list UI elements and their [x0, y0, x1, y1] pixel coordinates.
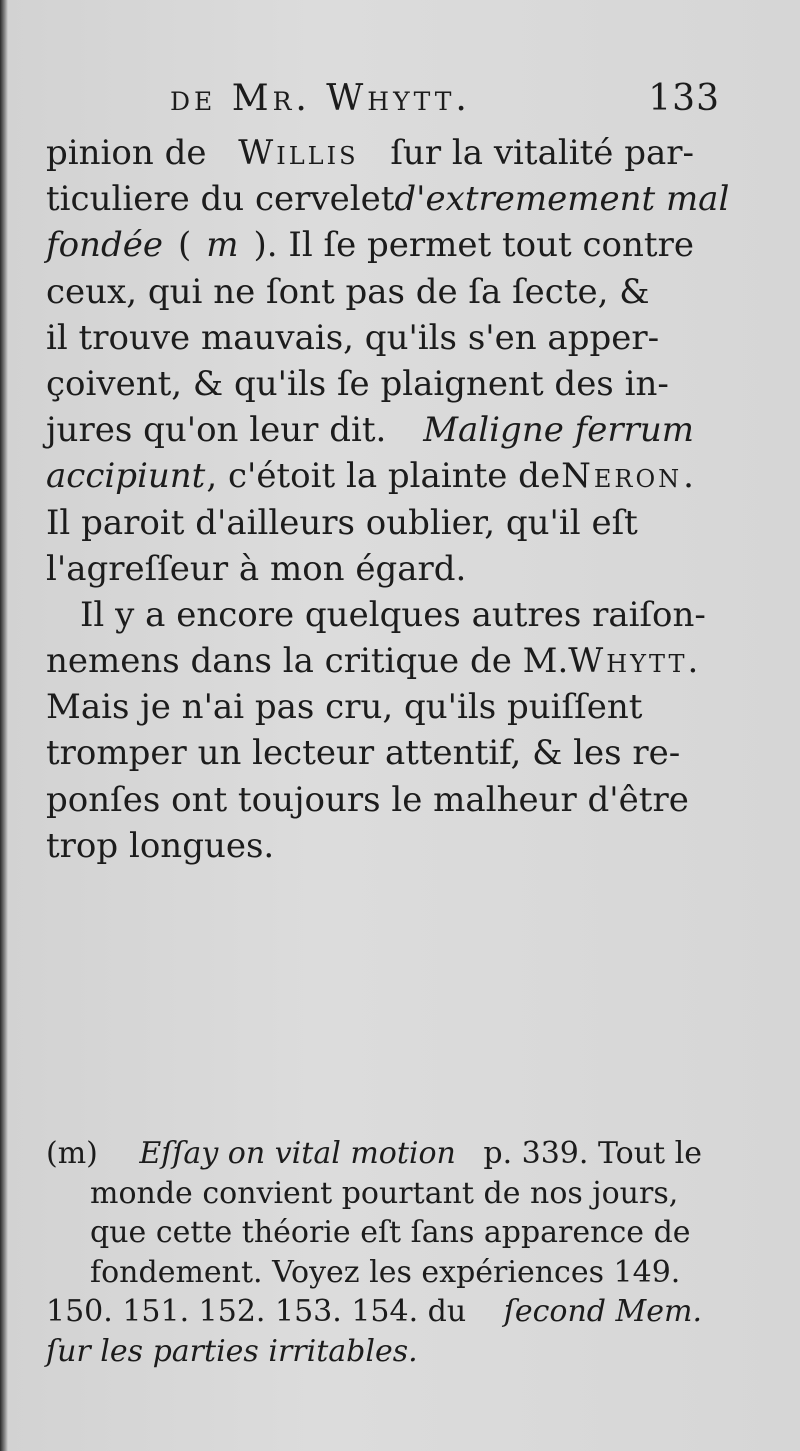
- author-name: Willis: [238, 133, 359, 173]
- author-name: Whytt: [568, 641, 688, 682]
- text-line: Il y a encore quelques autres raiſon-: [80, 594, 706, 635]
- page-number: 133: [648, 78, 720, 119]
- footnote-line: (m) Eſſay on vital motion p. 339. Tout le: [46, 1134, 702, 1174]
- footnote: [46, 1134, 702, 1371]
- text-line: ticuliere du cervelet d'extremement mal: [46, 179, 730, 220]
- footnote-line: que cette théorie eſt ſans apparence de: [90, 1215, 691, 1250]
- text-line: trop longues.: [46, 825, 275, 866]
- footnote-line: 150. 151. 152. 153. 154. du ſecond Mem.: [46, 1294, 702, 1329]
- footnote-line: ſur les parties irritables.: [46, 1333, 418, 1369]
- footnote-line: monde convient pourtant de nos jours,: [90, 1175, 679, 1211]
- page-gutter-shadow: [0, 0, 8, 1451]
- footnote-reference: m: [206, 225, 239, 266]
- text-line: Mais je n'ai pas cru, qu'ils puiſſent: [46, 687, 643, 728]
- running-head-title: de Mr. Whytt.: [170, 78, 471, 119]
- text-line: ceux, qui ne ſont pas de ſa ſecte, &: [46, 271, 650, 312]
- text-line: nemens dans la critique de M. Whytt .: [46, 638, 694, 684]
- footnote-line: fondement. Voyez les expériences 149.: [90, 1254, 681, 1290]
- text-line: Il paroit d'ailleurs oublier, qu'il eſt: [46, 502, 638, 543]
- text-line: il trouve mauvais, qu'ils s'en apper-: [46, 317, 660, 358]
- text-line: jures qu'on leur dit. Maligne ferrum: [46, 410, 694, 451]
- text-line: fondée ( m ). Il ſe permet tout contre: [46, 222, 694, 268]
- footnote-marker: (m): [46, 1136, 98, 1171]
- text-line: pinion de Willis ſur la vitalité par-: [46, 130, 694, 176]
- author-name: Neron: [561, 456, 683, 497]
- text-line: ponſes ont toujours le malheur d'être: [46, 779, 689, 820]
- text-line: tromper un lecteur attentif, & les re-: [46, 733, 681, 774]
- running-head: [160, 78, 720, 128]
- body-text: [46, 130, 730, 869]
- text-line: accipiunt , c'étoit la plainte de Neron .: [46, 453, 694, 499]
- text-line: çoivent, & qu'ils ſe plaignent des in-: [46, 363, 669, 404]
- text-line: l'agreſſeur à mon égard.: [46, 548, 467, 589]
